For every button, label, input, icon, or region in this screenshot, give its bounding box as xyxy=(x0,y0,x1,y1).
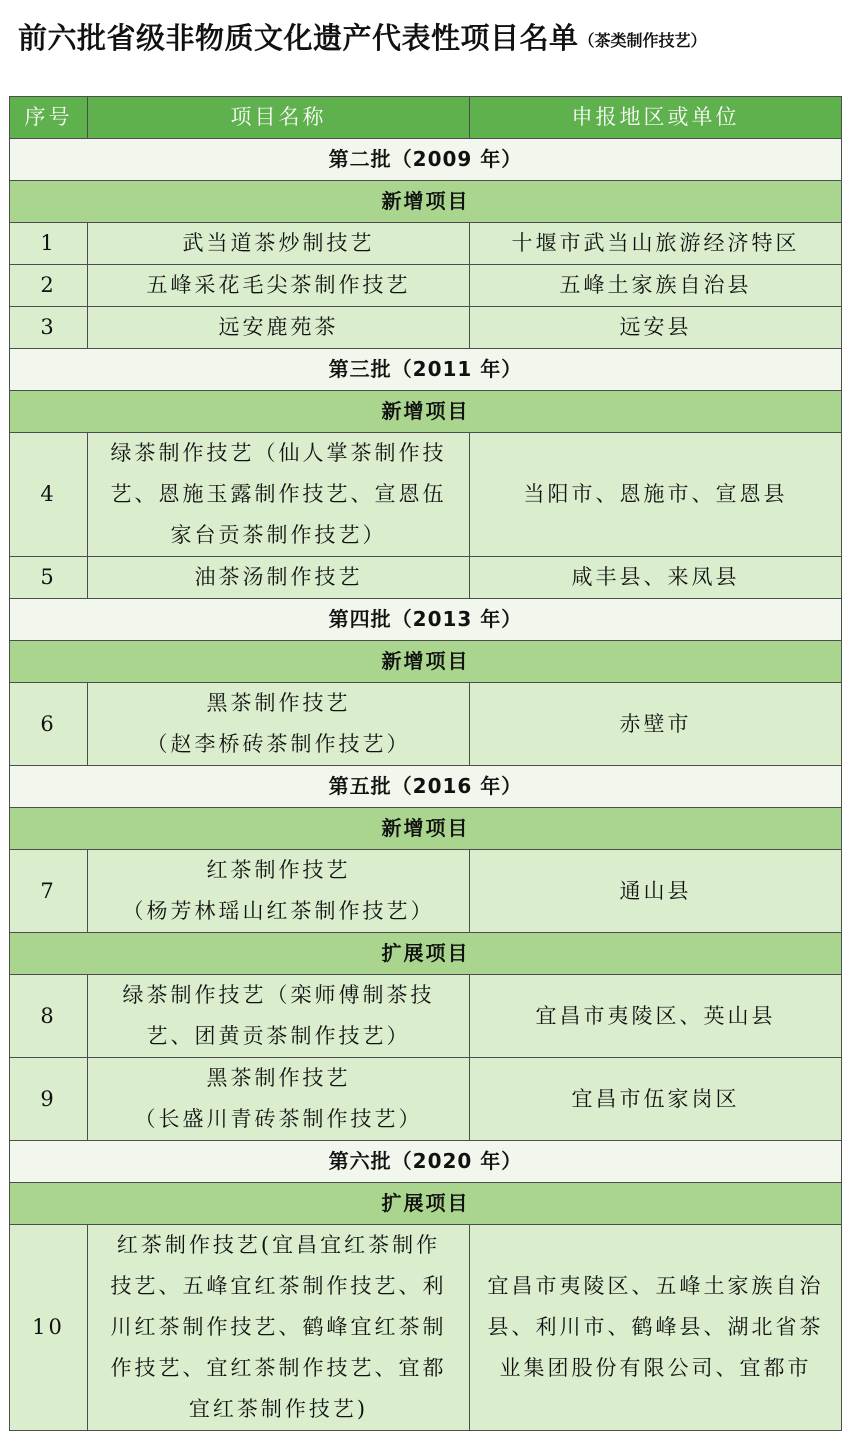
table-row xyxy=(10,433,842,557)
batch-row xyxy=(10,599,842,641)
item-name-line: 五峰采花毛尖茶制作技艺 xyxy=(146,273,411,297)
table-row xyxy=(10,850,842,933)
item-region-line: 宜昌市夷陵区、英山县 xyxy=(535,1003,776,1028)
batch-label: 第五批（2016 年） xyxy=(10,766,842,808)
table-row xyxy=(10,223,842,265)
item-region xyxy=(470,557,842,599)
item-name-line: 红茶制作技艺(宜昌宜红茶制作 xyxy=(116,1233,441,1257)
item-name-line: 武当道茶炒制技艺 xyxy=(182,231,375,255)
section-label: 新增项目 xyxy=(10,391,842,433)
section-row xyxy=(10,641,842,683)
item-region xyxy=(470,265,842,307)
item-name-line: 川红茶制作技艺、鹤峰宜红茶制 xyxy=(110,1315,447,1339)
item-name-line: 作技艺、宜红茶制作技艺、宜都 xyxy=(110,1356,447,1380)
item-name-line: 绿茶制作技艺（栾师傅制茶技 xyxy=(122,983,435,1007)
item-region-line: 业集团股份有限公司、宜都市 xyxy=(499,1356,812,1380)
item-region-line: 宜昌市伍家岗区 xyxy=(571,1086,740,1111)
item-name-line: 艺、恩施玉露制作技艺、宣恩伍 xyxy=(110,482,447,506)
item-name-line: 绿茶制作技艺（仙人掌茶制作技 xyxy=(110,441,447,465)
table-row xyxy=(10,1058,842,1141)
item-name-line: 宜红茶制作技艺) xyxy=(188,1397,369,1421)
title-main: 前六批省级非物质文化遗产代表性项目名单 xyxy=(18,21,579,55)
page-title xyxy=(18,16,838,66)
item-region-line: 五峰土家族自治县 xyxy=(559,273,752,297)
item-number: 6 xyxy=(10,683,88,766)
item-name-line: 技艺、五峰宜红茶制作技艺、利 xyxy=(110,1274,447,1298)
table-row xyxy=(10,975,842,1058)
item-name xyxy=(88,975,470,1058)
batch-row xyxy=(10,349,842,391)
item-region xyxy=(470,1225,842,1431)
item-region-line: 赤壁市 xyxy=(619,711,692,736)
batch-row xyxy=(10,1141,842,1183)
item-name xyxy=(88,433,470,557)
item-number: 3 xyxy=(10,307,88,349)
item-name xyxy=(88,1058,470,1141)
section-row xyxy=(10,1183,842,1225)
batch-row xyxy=(10,766,842,808)
item-region xyxy=(470,975,842,1058)
item-name xyxy=(88,850,470,933)
section-row xyxy=(10,181,842,223)
table-row xyxy=(10,307,842,349)
batch-label: 第六批（2020 年） xyxy=(10,1141,842,1183)
item-region-line: 咸丰县、来凤县 xyxy=(571,565,740,589)
item-region xyxy=(470,850,842,933)
item-name xyxy=(88,307,470,349)
header-region: 申报地区或单位 xyxy=(470,97,842,139)
item-name-line: 黑茶制作技艺 xyxy=(206,1066,351,1090)
item-region xyxy=(470,433,842,557)
item-region-line: 宜昌市夷陵区、五峰土家族自治 xyxy=(487,1274,824,1298)
section-row xyxy=(10,933,842,975)
item-region xyxy=(470,683,842,766)
table-row xyxy=(10,265,842,307)
item-name-line: （杨芳林瑶山红茶制作技艺） xyxy=(122,899,435,923)
item-number: 4 xyxy=(10,433,88,557)
table-row xyxy=(10,683,842,766)
item-name-line: （长盛川青砖茶制作技艺） xyxy=(134,1107,423,1131)
header-no: 序号 xyxy=(10,97,88,139)
item-name-line: 红茶制作技艺 xyxy=(206,858,351,882)
section-label: 新增项目 xyxy=(10,181,842,223)
item-name xyxy=(88,557,470,599)
item-name-line: 黑茶制作技艺 xyxy=(206,691,351,715)
item-number: 1 xyxy=(10,223,88,265)
item-name-line: 家台贡茶制作技艺） xyxy=(170,523,387,547)
section-label: 新增项目 xyxy=(10,641,842,683)
table-row xyxy=(10,557,842,599)
item-region-line: 十堰市武当山旅游经济特区 xyxy=(511,231,800,255)
item-number: 7 xyxy=(10,850,88,933)
item-name xyxy=(88,265,470,307)
heritage-list-table xyxy=(9,96,842,1431)
title-subtitle: （茶类制作技艺） xyxy=(578,31,707,50)
batch-row xyxy=(10,139,842,181)
section-row xyxy=(10,808,842,850)
item-region xyxy=(470,307,842,349)
item-number: 5 xyxy=(10,557,88,599)
section-label: 扩展项目 xyxy=(10,1183,842,1225)
item-name-line: 艺、团黄贡茶制作技艺） xyxy=(146,1024,411,1048)
item-number: 9 xyxy=(10,1058,88,1141)
batch-label: 第三批（2011 年） xyxy=(10,349,842,391)
item-region xyxy=(470,223,842,265)
item-region-line: 当阳市、恩施市、宣恩县 xyxy=(523,482,788,506)
item-region-line: 通山县 xyxy=(619,878,692,903)
item-region-line: 县、利川市、鹤峰县、湖北省茶 xyxy=(487,1315,824,1339)
table-row xyxy=(10,1225,842,1431)
item-name xyxy=(88,683,470,766)
batch-label: 第二批（2009 年） xyxy=(10,139,842,181)
batch-label: 第四批（2013 年） xyxy=(10,599,842,641)
section-row xyxy=(10,391,842,433)
table-header-row xyxy=(10,97,842,139)
item-region xyxy=(470,1058,842,1141)
item-number: 2 xyxy=(10,265,88,307)
item-number: 10 xyxy=(10,1225,88,1431)
item-name-line: 远安鹿苑茶 xyxy=(218,315,339,339)
header-name: 项目名称 xyxy=(88,97,470,139)
item-region-line: 远安县 xyxy=(619,315,692,339)
item-name xyxy=(88,223,470,265)
item-name-line: 油茶汤制作技艺 xyxy=(194,565,363,589)
item-name xyxy=(88,1225,470,1431)
section-label: 新增项目 xyxy=(10,808,842,850)
item-number: 8 xyxy=(10,975,88,1058)
item-name-line: （赵李桥砖茶制作技艺） xyxy=(146,732,411,756)
section-label: 扩展项目 xyxy=(10,933,842,975)
